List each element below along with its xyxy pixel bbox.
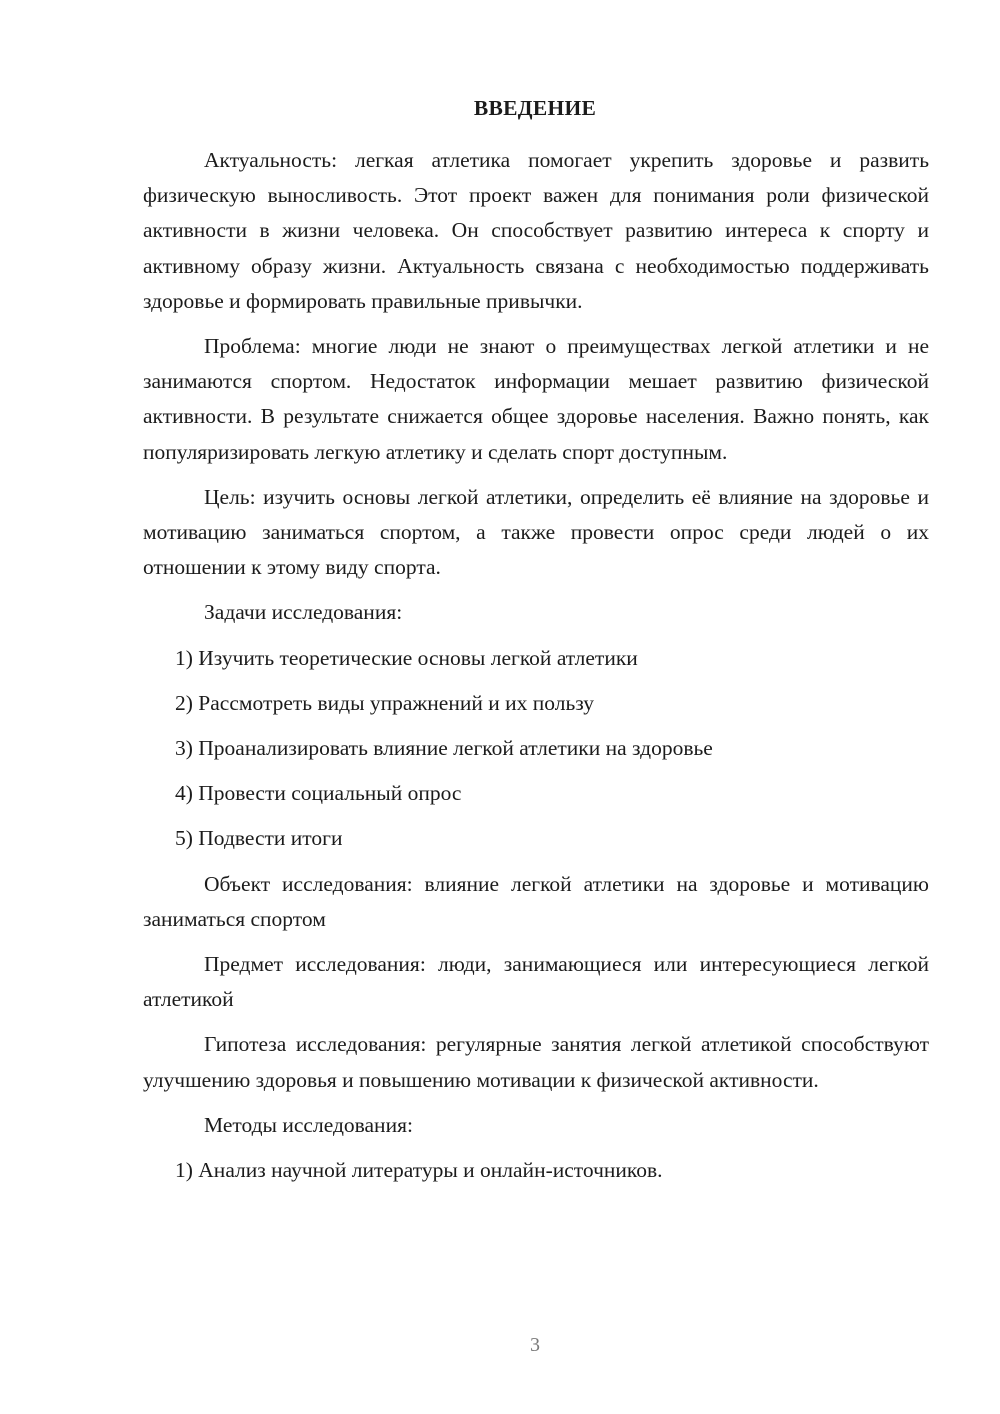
page-number: 3 (530, 1334, 540, 1356)
page-title: ВВЕДЕНИЕ (473, 96, 597, 120)
list-item: 5) Подвести итоги (175, 826, 343, 851)
paragraph-object: Объект исследования: влияние легкой атлетики на здоровье и мотивацию заниматься спортом (143, 871, 929, 931)
paragraph-subject: Предмет исследования: люди, занимающиеся или интересующиеся легкой атлетикой (143, 952, 929, 1012)
document-body (143, 143, 929, 1198)
paragraph-goal: Цель: изучить основы легкой атлетики, определить её влияние на здоровье и мотивацию заниматься спортом, а также провести опрос среди людей о их отношении к этому виду спорта. (143, 484, 929, 580)
methods-heading: Методы исследования: (204, 1112, 413, 1137)
paragraph-hypothesis: Гипотеза исследования: регулярные занятия легкой атлетикой способствуют улучшению здоровья и повышению мотивации к физической активности. (143, 1032, 929, 1092)
tasks-heading: Задачи исследования: (204, 600, 403, 625)
tasks-list (143, 641, 929, 857)
list-item: 1) Анализ научной литературы и онлайн-источников. (175, 1158, 663, 1183)
list-item: 4) Провести социальный опрос (175, 781, 462, 806)
list-item: 3) Проанализировать влияние легкой атлетики на здоровье (175, 736, 713, 761)
list-item: 2) Рассмотреть виды упражнений и их пользу (175, 690, 595, 715)
list-item: 1) Изучить теоретические основы легкой атлетики (175, 645, 638, 670)
methods-list (143, 1153, 929, 1188)
paragraph-problem: Проблема: многие люди не знают о преимуществах легкой атлетики и не занимаются спортом. Недостаток информации мешает развитию физической активности. В результате снижается общее здоровье населения. Важно понять, как популяризировать легкую атлетику и сделать спорт доступным. (143, 334, 929, 464)
paragraph-relevance: Актуальность: легкая атлетика помогает укрепить здоровье и развить физическую выносливость. Этот проект важен для понимания роли физической активности в жизни человека. Он способствует развитию интереса к спорту и активному образу жизни. Актуальность связана с необходимостью поддерживать здоровье и формировать правильные привычки. (143, 148, 929, 313)
